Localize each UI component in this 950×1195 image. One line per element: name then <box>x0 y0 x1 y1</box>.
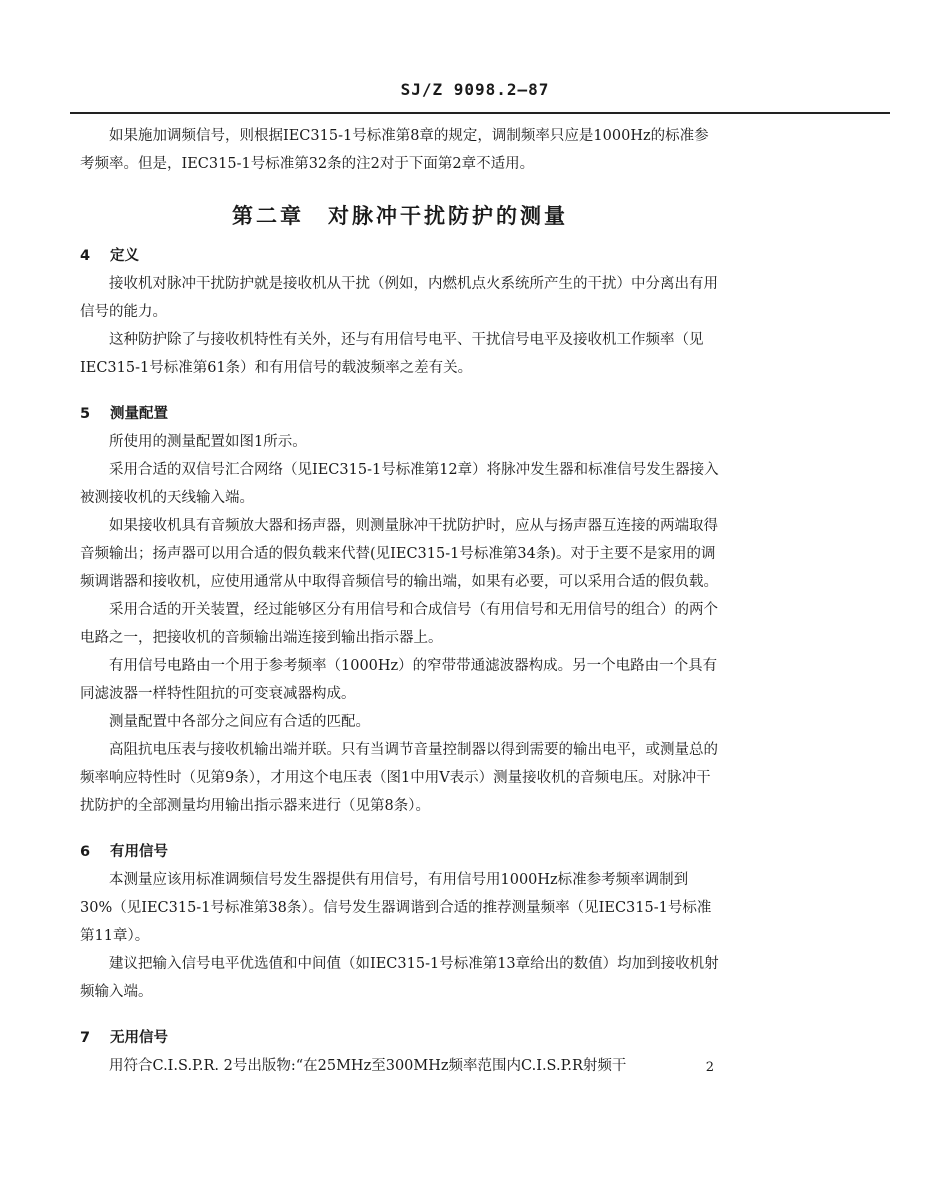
section-number: 4 <box>80 248 91 264</box>
paragraph: 本测量应该用标准调频信号发生器提供有用信号，有用信号用1000Hz标准参考频率调制到30%（见IEC315-1号标准第38条）。信号发生器调谐到合适的推荐测量频率（见IEC315-1号标准第11章）。 <box>80 872 712 944</box>
intro-paragraph: 如果施加调频信号，则根据IEC315-1号标准第8章的规定，调制频率只应是1000Hz的标准参考频率。但是，IEC315-1号标准第32条的注2对于下面第2章不适用。 <box>80 128 709 172</box>
section-number: 6 <box>80 844 91 860</box>
section-heading-7 <box>80 1024 720 1052</box>
section-heading-5 <box>80 400 720 428</box>
paragraph: 所使用的测量配置如图1所示。 <box>109 434 307 450</box>
paragraph: 如果接收机具有音频放大器和扬声器，则测量脉冲干扰防护时，应从与扬声器互连接的两端取得音频输出；扬声器可以用合适的假负载来代替(见IEC315-1号标准第34条)。对于主要不是家用的调频调谐器和接收机，应使用通常从中取得音频信号的输出端，如果有必要，可以采用合适的假负载。 <box>80 518 718 590</box>
page-content <box>80 122 720 1080</box>
section-heading-6 <box>80 838 720 866</box>
paragraph: 有用信号电路由一个用于参考频率（1000Hz）的窄带带通滤波器构成。另一个电路由一个具有同滤波器一样特性阻抗的可变衰减器构成。 <box>80 658 718 702</box>
section-number: 5 <box>80 406 91 422</box>
chapter-title: 第二章 对脉冲干扰防护的测量 <box>232 203 568 228</box>
paragraph: 采用合适的双信号汇合网络（见IEC315-1号标准第12章）将脉冲发生器和标准信号发生器接入被测接收机的天线输入端。 <box>80 462 719 506</box>
document-code-header: SJ/Z 9098.2—87 <box>400 80 550 99</box>
section-number: 7 <box>80 1030 91 1046</box>
section-title: 无用信号 <box>110 1030 168 1046</box>
paragraph: 接收机对脉冲干扰防护就是接收机从干扰（例如，内燃机点火系统所产生的干扰）中分离出有用信号的能力。 <box>80 276 718 320</box>
paragraph: 测量配置中各部分之间应有合适的匹配。 <box>109 714 370 730</box>
header-rule <box>70 112 890 114</box>
paragraph: 用符合C.I.S.P.R. 2号出版物:“在25MHz至300MHz频率范围内C.I.S.P.R射频干 <box>109 1058 627 1074</box>
section-title: 测量配置 <box>110 406 168 422</box>
section-heading-4 <box>80 242 720 270</box>
paragraph: 采用合适的开关装置，经过能够区分有用信号和合成信号（有用信号和无用信号的组合）的两个电路之一，把接收机的音频输出端连接到输出指示器上。 <box>80 602 718 646</box>
page-number: 2 <box>705 1060 714 1075</box>
paragraph: 这种防护除了与接收机特性有关外，还与有用信号电平、干扰信号电平及接收机工作频率（见IEC315-1号标准第61条）和有用信号的载波频率之差有关。 <box>80 332 704 376</box>
section-title: 定义 <box>110 248 139 264</box>
paragraph: 高阻抗电压表与接收机输出端并联。只有当调节音量控制器以得到需要的输出电平，或测量总的频率响应特性时（见第9条），才用这个电压表（图1中用V表示）测量接收机的音频电压。对脉冲干扰防护的全部测量均用输出指示器来进行（见第8条）。 <box>80 742 718 814</box>
paragraph: 建议把输入信号电平优选值和中间值（如IEC315-1号标准第13章给出的数值）均加到接收机射频输入端。 <box>80 956 719 1000</box>
section-title: 有用信号 <box>110 844 168 860</box>
